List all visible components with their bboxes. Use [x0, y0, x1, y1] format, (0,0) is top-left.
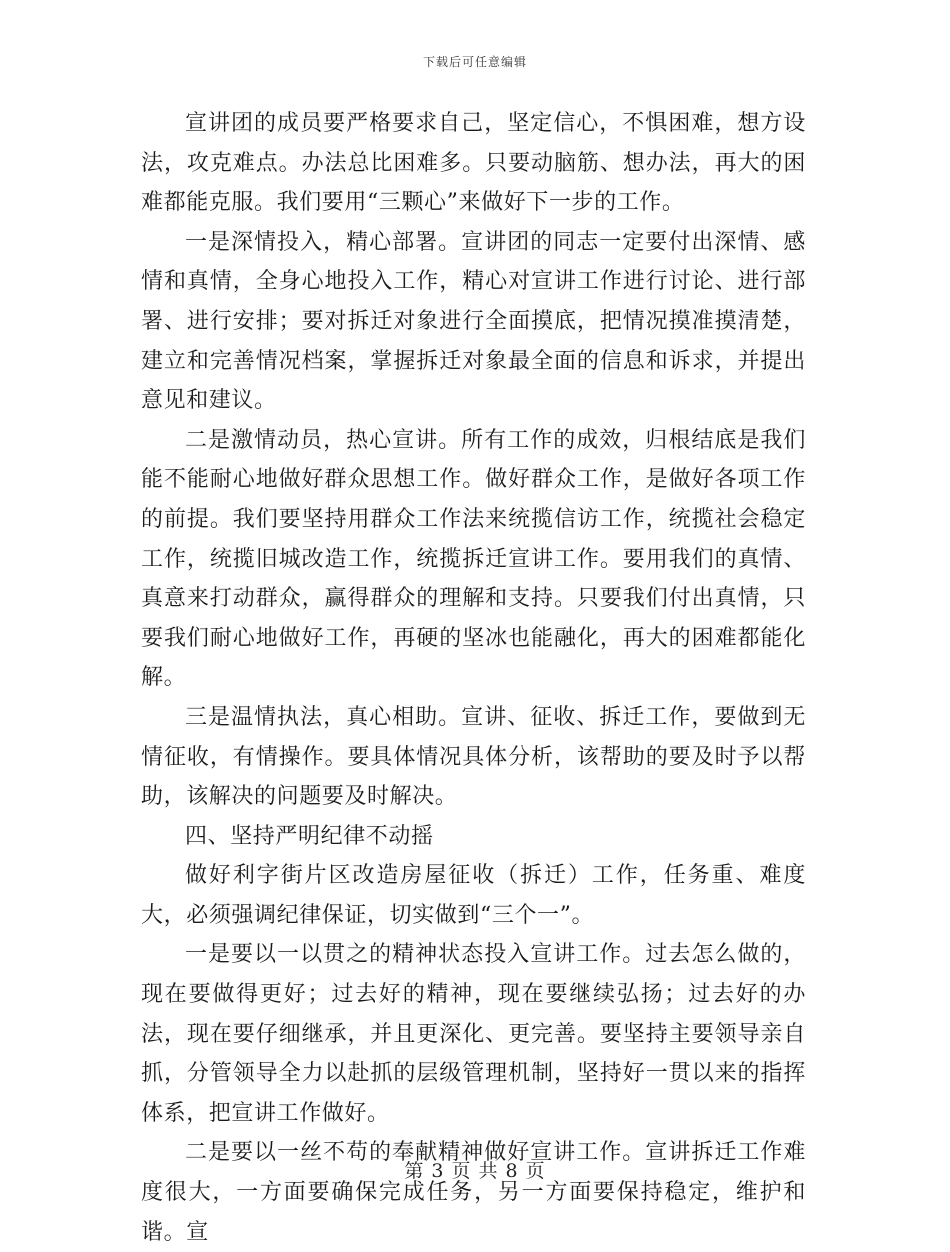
section-heading: 四、坚持严明纪律不动摇: [185, 823, 434, 849]
paragraph: 二是要以一丝不苟的奉献精神做好宣讲工作。宣讲拆迁工作难度很大，一方面要确保完成任务，另一方面要保持稳定，维护和谐。宣: [141, 1140, 806, 1245]
paragraph: 二是激情动员，热心宣讲。所有工作的成效，归根结底是我们能不能耐心地做好群众思想工作。做好群众工作，是做好各项工作的前提。我们要坚持用群众工作法来统揽信访工作，统揽社会稳定工作，统揽旧城改造工作，统揽拆迁宣讲工作。要用我们的真情、真意来打动群众，赢得群众的理解和支持。只要我们付出真情，只要我们耐心地做好工作，再硬的坚冰也能融化，再大的困难都能化解。: [141, 427, 806, 691]
document-body: [141, 104, 806, 1252]
paragraph: 一是要以一以贯之的精神状态投入宣讲工作。过去怎么做的，现在要做得更好；过去好的精神，现在要继续弘扬；过去好的办法，现在要仔细继承，并且更深化、更完善。要坚持主要领导亲自抓，分管领导全力以赴抓的层级管理机制，坚持好一贯以来的指挥体系，把宣讲工作做好。: [141, 942, 806, 1126]
page-number-footer: 第 3 页 共 8 页: [404, 1160, 546, 1182]
paragraph: 做好利字街片区改造房屋征收（拆迁）工作，任务重、难度大，必须强调纪律保证，切实做到“三个一”。: [141, 863, 806, 928]
paragraph: 宣讲团的成员要严格要求自己，坚定信心，不惧困难，想方设法，攻克难点。办法总比困难多。只要动脑筋、想办法，再大的困难都能克服。我们要用“三颗心”来做好下一步的工作。: [141, 111, 806, 216]
paragraph: 一是深情投入，精心部署。宣讲团的同志一定要付出深情、感情和真情，全身心地投入工作，精心对宣讲工作进行讨论、进行部署、进行安排；要对拆迁对象进行全面摸底，把情况摸准摸清楚，建立和完善情况档案，掌握拆迁对象最全面的信息和诉求，并提出意见和建议。: [141, 229, 806, 414]
paragraph: 三是温情执法，真心相助。宣讲、征收、拆迁工作，要做到无情征收，有情操作。要具体情况具体分析，该帮助的要及时予以帮助，该解决的问题要及时解决。: [141, 704, 806, 810]
page-header: 下载后可任意编辑: [422, 55, 527, 69]
